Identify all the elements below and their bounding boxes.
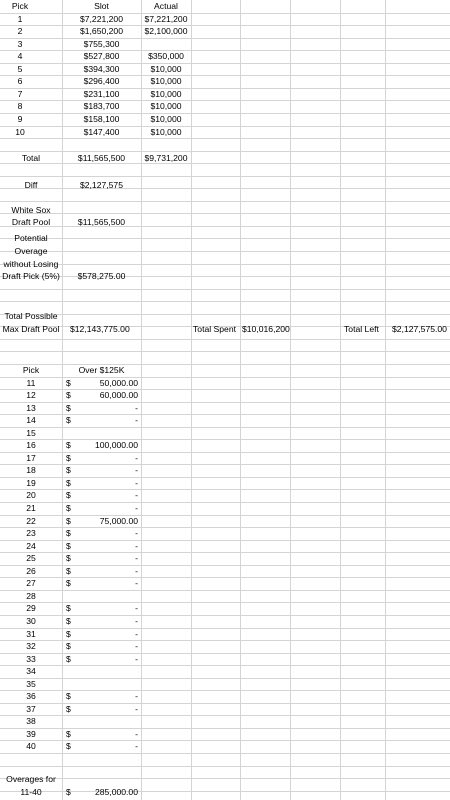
overage-pick-number[interactable]: 12	[26, 390, 36, 400]
pick-actual-value[interactable]: $10,000	[150, 127, 182, 137]
overage-dollar-sign[interactable]: $	[66, 378, 71, 388]
pick-slot-value[interactable]: $231,100	[83, 89, 120, 99]
overage-pick-number[interactable]: 30	[26, 616, 36, 626]
pick-slot-value[interactable]: $394,300	[83, 64, 120, 74]
pick-number[interactable]: 5	[17, 64, 23, 74]
total-spent-value[interactable]: $10,016,200	[242, 324, 290, 334]
grid-column-line	[240, 0, 241, 800]
overage-dollar-sign[interactable]: $	[66, 641, 71, 651]
pick-number[interactable]: 1	[17, 14, 23, 24]
pick-actual-value[interactable]: $2,100,000	[144, 26, 188, 36]
overage-dollar-sign[interactable]: $	[66, 415, 71, 425]
overage-amount[interactable]: -	[135, 704, 138, 714]
header-actual: Actual	[154, 1, 178, 11]
potential-label-line1: Potential	[14, 233, 48, 243]
overage-pick-number[interactable]: 29	[26, 603, 36, 613]
potential-label-line3: without Losing	[3, 259, 59, 269]
overage-amount[interactable]: -	[135, 741, 138, 751]
total-spent-label: Total Spent	[193, 324, 236, 334]
grid-row-line	[0, 753, 450, 754]
overage-dollar-sign[interactable]: $	[66, 654, 71, 664]
pick-number[interactable]: 6	[17, 76, 23, 86]
overage-dollar-sign[interactable]: $	[66, 541, 71, 551]
pick-slot-value[interactable]: $755,300	[83, 39, 120, 49]
overage-dollar-sign[interactable]: $	[66, 503, 71, 513]
pick-actual-value[interactable]: $10,000	[150, 76, 182, 86]
pick-actual-value[interactable]: $350,000	[148, 51, 184, 61]
pick-slot-value[interactable]: $147,400	[83, 127, 120, 137]
overage-pick-number[interactable]: 15	[26, 428, 36, 438]
overage-amount[interactable]: -	[135, 578, 138, 588]
overage-amount[interactable]: -	[135, 528, 138, 538]
overage-pick-number[interactable]: 27	[26, 578, 36, 588]
overage-pick-number[interactable]: 31	[26, 629, 36, 639]
grid-column-line	[191, 0, 192, 800]
overage-pick-number[interactable]: 16	[26, 440, 36, 450]
grid-row-line	[0, 339, 450, 340]
grid-row-line	[0, 138, 450, 139]
total-actual-value[interactable]: $9,731,200	[144, 153, 188, 163]
overage-pick-number[interactable]: 34	[26, 666, 36, 676]
pick-slot-value[interactable]: $7,221,200	[79, 14, 123, 24]
grid-row-line	[0, 176, 450, 177]
overage-dollar-sign[interactable]: $	[66, 603, 71, 613]
overage-total-dollar[interactable]: $	[66, 787, 71, 797]
grid-row-line	[0, 766, 450, 767]
pick-actual-value[interactable]: $10,000	[150, 89, 182, 99]
pick-number[interactable]: 3	[17, 39, 23, 49]
pick-number[interactable]: 8	[17, 101, 23, 111]
header2-pick: Pick	[22, 365, 40, 375]
overage-pick-number[interactable]: 21	[26, 503, 36, 513]
overage-pick-number[interactable]: 40	[26, 741, 36, 751]
overage-pick-number[interactable]: 14	[26, 415, 36, 425]
max-pool-value[interactable]: $12,143,775.00	[70, 324, 130, 334]
overage-pick-number[interactable]: 23	[26, 528, 36, 538]
overage-total-label-line2: 11-40	[20, 787, 42, 797]
overage-amount[interactable]: -	[135, 541, 138, 551]
overage-dollar-sign[interactable]: $	[66, 616, 71, 626]
grid-column-line	[385, 0, 386, 800]
overage-amount[interactable]: -	[135, 490, 138, 500]
pick-slot-value[interactable]: $296,400	[83, 76, 120, 86]
overage-amount[interactable]: -	[135, 403, 138, 413]
overage-pick-number[interactable]: 17	[26, 453, 36, 463]
overage-pick-number[interactable]: 20	[26, 490, 36, 500]
overage-dollar-sign[interactable]: $	[66, 440, 71, 450]
grid-row-line	[0, 213, 450, 214]
overage-amount[interactable]: -	[135, 503, 138, 513]
overage-pick-number[interactable]: 37	[26, 704, 36, 714]
header-pick: Pick	[11, 1, 29, 11]
header-slot: Slot	[94, 1, 109, 11]
overage-dollar-sign[interactable]: $	[66, 390, 71, 400]
overage-dollar-sign[interactable]: $	[66, 729, 71, 739]
total-label: Total	[21, 153, 41, 163]
overage-dollar-sign[interactable]: $	[66, 578, 71, 588]
white-sox-label-line2: Draft Pool	[11, 217, 51, 227]
grid-row-line	[0, 665, 450, 666]
overage-pick-number[interactable]: 11	[26, 378, 36, 388]
grid-row-line	[0, 427, 450, 428]
grid-row-line	[0, 351, 450, 352]
grid-row-line	[0, 314, 450, 315]
overage-amount[interactable]: -	[135, 465, 138, 475]
overage-pick-number[interactable]: 38	[26, 716, 36, 726]
header2-over: Over $125K	[78, 365, 125, 375]
potential-overage-value[interactable]: $578,275.00	[77, 271, 126, 281]
overage-total-amount[interactable]: 285,000.00	[94, 787, 138, 797]
overage-amount[interactable]: -	[135, 629, 138, 639]
grid-row-line	[0, 264, 450, 265]
overage-pick-number[interactable]: 18	[26, 465, 36, 475]
overage-amount[interactable]: 60,000.00	[99, 390, 138, 400]
potential-label-line2: Overage	[14, 246, 48, 256]
overage-amount[interactable]: -	[135, 616, 138, 626]
overage-dollar-sign[interactable]: $	[66, 553, 71, 563]
grid-row-line	[0, 301, 450, 302]
overage-dollar-sign[interactable]: $	[66, 629, 71, 639]
overage-amount[interactable]: -	[135, 566, 138, 576]
overage-pick-number[interactable]: 36	[26, 691, 36, 701]
grid-row-line	[0, 251, 450, 252]
max-pool-label-line2: Max Draft Pool	[2, 324, 60, 334]
overage-pick-number[interactable]: 25	[26, 553, 36, 563]
overage-amount[interactable]: -	[135, 641, 138, 651]
pick-slot-value[interactable]: $183,700	[83, 101, 120, 111]
pick-actual-value[interactable]: $7,221,200	[144, 14, 188, 24]
overage-dollar-sign[interactable]: $	[66, 490, 71, 500]
overage-amount[interactable]: -	[135, 415, 138, 425]
total-slot-value[interactable]: $11,565,500	[77, 153, 126, 163]
overage-amount[interactable]: -	[135, 553, 138, 563]
overage-pick-number[interactable]: 33	[26, 654, 36, 664]
overage-amount[interactable]: 50,000.00	[99, 378, 138, 388]
total-left-value[interactable]: $2,127,575.00	[392, 324, 447, 334]
overage-pick-number[interactable]: 28	[26, 591, 36, 601]
overage-dollar-sign[interactable]: $	[66, 453, 71, 463]
overage-dollar-sign[interactable]: $	[66, 741, 71, 751]
overage-dollar-sign[interactable]: $	[66, 403, 71, 413]
overage-pick-number[interactable]: 39	[26, 729, 36, 739]
diff-value[interactable]: $2,127,575	[79, 180, 123, 190]
overage-pick-number[interactable]: 19	[26, 478, 36, 488]
grid-row-line	[0, 201, 450, 202]
grid-row-line	[0, 590, 450, 591]
grid-column-line	[290, 0, 291, 800]
overage-total-label-line1: Overages for	[6, 774, 56, 784]
pick-number[interactable]: 7	[17, 89, 23, 99]
pick-slot-value[interactable]: $1,650,200	[79, 26, 123, 36]
diff-label: Diff	[24, 180, 38, 190]
pick-number[interactable]: 4	[17, 51, 23, 61]
overage-dollar-sign[interactable]: $	[66, 465, 71, 475]
pick-slot-value[interactable]: $527,800	[83, 51, 120, 61]
pick-number[interactable]: 2	[17, 26, 23, 36]
overage-amount[interactable]: -	[135, 603, 138, 613]
overage-amount[interactable]: -	[135, 729, 138, 739]
white-sox-pool-value[interactable]: $11,565,500	[77, 217, 126, 227]
overage-dollar-sign[interactable]: $	[66, 516, 71, 526]
grid-row-line	[0, 289, 450, 290]
overage-dollar-sign[interactable]: $	[66, 566, 71, 576]
pick-number[interactable]: 10	[15, 127, 25, 137]
overage-dollar-sign[interactable]: $	[66, 478, 71, 488]
overage-pick-number[interactable]: 13	[26, 403, 36, 413]
max-pool-label-line1: Total Possible	[4, 311, 58, 321]
pick-actual-value[interactable]: $10,000	[150, 64, 182, 74]
pick-slot-value[interactable]: $158,100	[83, 114, 120, 124]
overage-amount[interactable]: -	[135, 654, 138, 664]
pick-actual-value[interactable]: $10,000	[150, 101, 182, 111]
overage-dollar-sign[interactable]: $	[66, 691, 71, 701]
pick-number[interactable]: 9	[17, 114, 23, 124]
overage-amount[interactable]: 100,000.00	[94, 440, 138, 450]
grid-row-line	[0, 151, 450, 152]
grid-column-line	[340, 0, 341, 800]
overage-pick-number[interactable]: 24	[26, 541, 36, 551]
overage-amount[interactable]: 75,000.00	[99, 516, 138, 526]
grid-row-line	[0, 238, 450, 239]
potential-label-line4: Draft Pick (5%)	[2, 271, 60, 281]
overage-amount[interactable]: -	[135, 453, 138, 463]
grid-row-line	[0, 778, 450, 779]
overage-amount[interactable]: -	[135, 691, 138, 701]
white-sox-label-line1: White Sox	[11, 205, 51, 215]
overage-dollar-sign[interactable]: $	[66, 528, 71, 538]
total-left-label: Total Left	[344, 324, 379, 334]
overage-pick-number[interactable]: 26	[26, 566, 36, 576]
grid-row-line	[0, 715, 450, 716]
overage-dollar-sign[interactable]: $	[66, 704, 71, 714]
overage-pick-number[interactable]: 35	[26, 679, 36, 689]
grid-row-line	[0, 678, 450, 679]
pick-actual-value[interactable]: $10,000	[150, 114, 182, 124]
overage-pick-number[interactable]: 32	[26, 641, 36, 651]
overage-pick-number[interactable]: 22	[26, 516, 36, 526]
overage-amount[interactable]: -	[135, 478, 138, 488]
